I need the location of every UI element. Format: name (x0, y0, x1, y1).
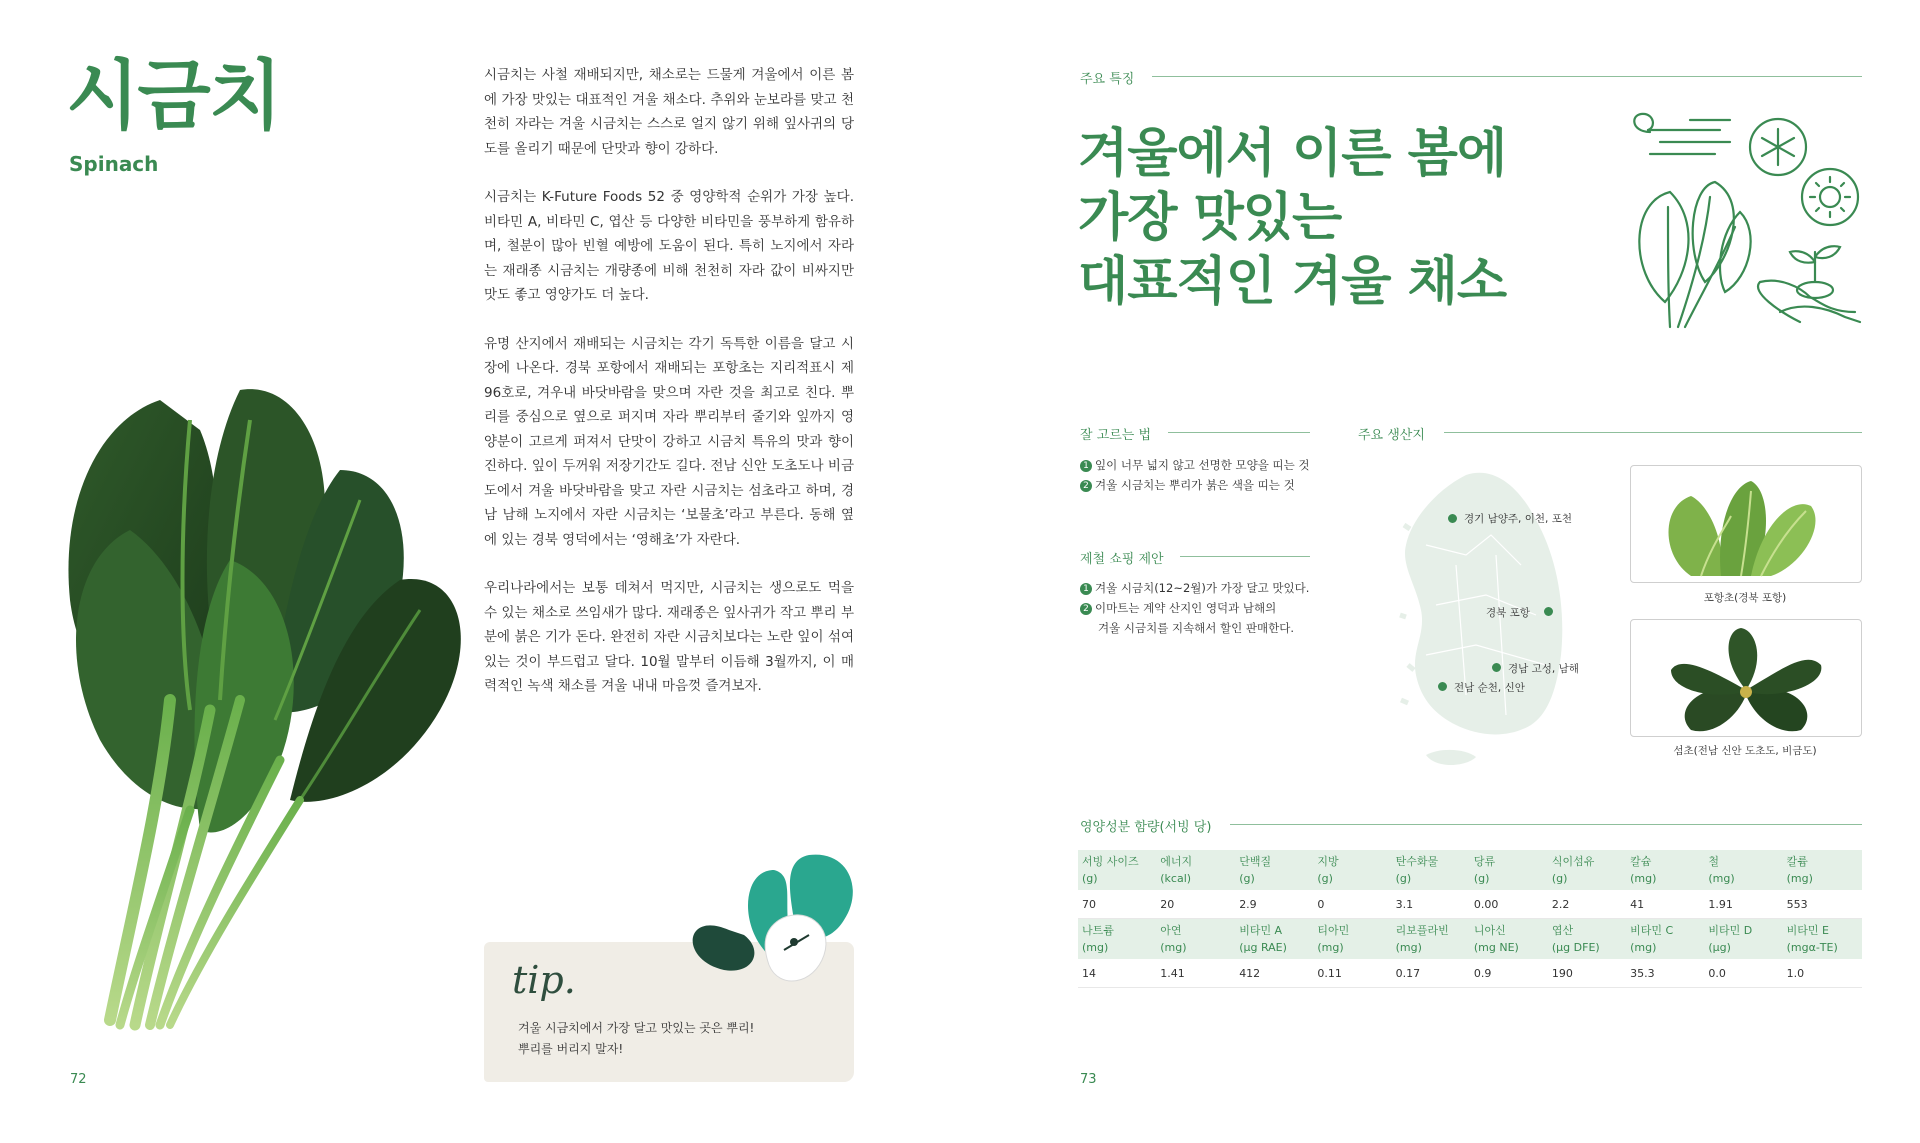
table-cell: 70 (1078, 890, 1156, 919)
map-marker (1446, 512, 1459, 525)
map-label: 경남 고성, 남해 (1508, 663, 1579, 675)
section-label-choose: 잘 고르는 법 (1080, 428, 1152, 443)
nutrient-unit: (g) (1082, 872, 1098, 885)
nutrient-name: 식이섬유 (1551, 855, 1595, 868)
shopping-list (1080, 578, 1309, 638)
section-label-main: 주요 특징 (1080, 72, 1135, 87)
number-badge: 1 (1080, 583, 1092, 595)
photo-caption: 섬초(전남 신안 도초도, 비금도) (1673, 745, 1817, 757)
headline-line: 가장 맛있는 (1078, 188, 1342, 248)
table-cell: 553 (1783, 890, 1862, 919)
table-cell: 0.0 (1704, 959, 1782, 988)
table-cell: 1.91 (1704, 890, 1782, 919)
photo-seomcho (1630, 619, 1862, 737)
table-header-row (1078, 919, 1862, 960)
headline-line: 겨울에서 이른 봄에 (1078, 124, 1507, 184)
nutrient-name: 칼슘 (1630, 855, 1652, 868)
map-marker (1436, 680, 1449, 693)
divider (1230, 824, 1862, 825)
nutrient-unit: (mg) (1317, 941, 1344, 954)
body-text (484, 63, 854, 723)
list-item-text: 겨울 시금치(12~2월)가 가장 달고 맛있다. (1095, 581, 1310, 595)
nutrient-name: 에너지 (1160, 855, 1193, 868)
list-item (1080, 598, 1309, 618)
section-label-shopping: 제철 쇼핑 제안 (1080, 552, 1164, 567)
table-header-cell (1156, 850, 1235, 890)
tip-heading: tip. (512, 958, 576, 1002)
nutrient-unit: (mg) (1630, 941, 1657, 954)
map-marker (1490, 661, 1503, 674)
paragraph: 시금치는 K-Future Foods 52 중 영양학적 순위가 가장 높다. 비타민 A, 비타민 C, 엽산 등 다양한 비타민을 풍부하게 함유하며, 철분이 많아 빈혈 예방에 도움이 된다. 특히 노지에서 자라는 재래종 시금치는 개량종에 비해 천천히 자라 값이 비싸지만 맛도 좋고 영양가도 더 높다. (484, 189, 854, 303)
photo-pohangcho (1630, 465, 1862, 583)
table-header-cell (1548, 919, 1626, 960)
nutrient-unit: (mg NE) (1473, 941, 1519, 954)
page-number-right: 73 (1080, 1072, 1097, 1087)
nutrient-unit: (kcal) (1160, 872, 1192, 885)
table-cell: 0.9 (1470, 959, 1548, 988)
table-cell: 3.1 (1392, 890, 1470, 919)
list-item (1080, 455, 1309, 475)
list-item (1080, 475, 1309, 495)
list-item-text: 이마트는 계약 산지인 영덕과 남해의 (1095, 601, 1277, 615)
list-item-continuation: 겨울 시금치를 지속해서 할인 판매한다. (1098, 621, 1295, 635)
sun-icon (1802, 169, 1858, 225)
tip-line: 뿌리를 버리지 말자! (518, 1042, 624, 1056)
table-cell: 35.3 (1626, 959, 1704, 988)
choose-list (1080, 455, 1309, 495)
table-row (1078, 959, 1862, 988)
table-header-cell (1392, 850, 1470, 890)
table-header-cell (1078, 850, 1156, 890)
nutrient-name: 니아신 (1473, 924, 1506, 937)
nutrient-unit: (μg DFE) (1551, 941, 1600, 954)
table-header-cell (1626, 850, 1704, 890)
table-header-cell (1783, 919, 1862, 960)
nutrient-unit: (mg) (1395, 941, 1422, 954)
tip-character (684, 850, 864, 1000)
spinach-illustration (40, 380, 480, 1040)
table-cell: 2.2 (1548, 890, 1626, 919)
table-cell: 0 (1313, 890, 1391, 919)
nutrient-name: 티아민 (1317, 924, 1350, 937)
divider (1180, 556, 1310, 557)
nutrient-name: 아연 (1160, 924, 1182, 937)
nutrient-name: 리보플라빈 (1395, 924, 1449, 937)
number-badge: 2 (1080, 480, 1092, 492)
headline (1078, 122, 1506, 314)
section-label-nutrition: 영양성분 함량(서빙 당) (1080, 820, 1212, 835)
nutrient-name: 비타민 C (1630, 924, 1674, 937)
table-header-cell (1313, 850, 1391, 890)
table-header-cell (1704, 850, 1782, 890)
table-header-cell (1470, 850, 1548, 890)
nutrient-name: 철 (1708, 855, 1719, 868)
table-header-cell (1626, 919, 1704, 960)
nutrient-unit: (g) (1395, 872, 1412, 885)
list-item-text: 잎이 너무 넓지 않고 선명한 모양을 띠는 것 (1095, 458, 1310, 472)
nutrient-unit: (mg) (1630, 872, 1657, 885)
nutrient-name: 나트륨 (1082, 924, 1114, 937)
table-cell: 2.9 (1235, 890, 1313, 919)
nutrient-name: 엽산 (1551, 924, 1574, 937)
nutrient-unit: (g) (1317, 872, 1333, 885)
table-cell: 190 (1548, 959, 1626, 988)
paragraph: 우리나라에서는 보통 데쳐서 먹지만, 시금치는 생으로도 먹을 수 있는 채소로 쓰임새가 많다. 재래종은 잎사귀가 작고 뿌리 부분에 붉은 기가 돈다. 완전히 자란 시금치보다는 노란 잎이 섞여 있는 것이 부드럽고 달다. 10월 말부터 이듬해 3월까지, 이 매력적인 녹색 채소를 겨울 내내 마음껏 즐겨보자. (484, 580, 854, 694)
list-item (1080, 578, 1309, 598)
nutrient-name: 탄수화물 (1395, 855, 1439, 868)
nutrient-name: 서빙 사이즈 (1082, 855, 1139, 868)
table-cell: 14 (1078, 959, 1156, 988)
table-cell: 412 (1235, 959, 1313, 988)
nutrient-name: 칼륨 (1786, 855, 1808, 868)
nutrient-unit: (g) (1473, 872, 1490, 885)
table-row (1078, 890, 1862, 919)
page-number-left: 72 (70, 1072, 87, 1087)
nutrient-unit: (mg) (1786, 872, 1813, 885)
divider (1168, 432, 1310, 433)
list-item-text: 겨울 시금치는 뿌리가 붉은 색을 띠는 것 (1095, 478, 1295, 492)
table-header-cell (1078, 919, 1156, 960)
nutrient-unit: (mg) (1082, 941, 1109, 954)
map-label: 전남 순천, 신안 (1454, 682, 1525, 694)
nutrient-name: 비타민 D (1708, 924, 1753, 937)
pohangcho-image (1631, 466, 1861, 582)
table-cell: 0.17 (1392, 959, 1470, 988)
table-cell: 0.11 (1313, 959, 1391, 988)
table-cell: 20 (1156, 890, 1235, 919)
table-header-row (1078, 850, 1862, 890)
winter-vegetable-icons (1630, 112, 1870, 342)
wind-icon (1634, 114, 1730, 154)
table-header-cell (1235, 850, 1313, 890)
map-marker (1542, 605, 1555, 618)
table-header-cell (1235, 919, 1313, 960)
table-header-cell (1548, 850, 1626, 890)
nutrient-unit: (mg) (1160, 941, 1187, 954)
number-badge: 2 (1080, 603, 1092, 615)
nutrient-unit: (g) (1551, 872, 1568, 885)
nutrient-name: 단백질 (1239, 855, 1272, 868)
nutrient-unit: (μg) (1708, 941, 1731, 954)
page-title: 시금치 (66, 51, 281, 140)
nutrient-name: 비타민 A (1239, 924, 1283, 937)
nutrient-unit: (mgα-TE) (1786, 941, 1838, 954)
tip-text (518, 1018, 754, 1060)
nutrient-unit: (g) (1239, 872, 1255, 885)
table-cell: 41 (1626, 890, 1704, 919)
table-cell: 0.00 (1470, 890, 1548, 919)
photo-caption: 포항초(경북 포항) (1703, 592, 1787, 604)
number-badge: 1 (1080, 460, 1092, 472)
table-header-cell (1470, 919, 1548, 960)
section-label-regions: 주요 생산지 (1358, 428, 1425, 443)
paragraph: 시금치는 사철 재배되지만, 채소로는 드물게 겨울에서 이른 봄에 가장 맛있는 대표적인 겨울 채소다. 추위와 눈보라를 맞고 천천히 자라는 겨울 시금치는 스스로 얼지 않기 위해 잎사귀의 당도를 올리기 때문에 단맛과 향이 강하다. (484, 67, 854, 157)
snowflake-icon (1750, 119, 1806, 175)
nutrient-name: 비타민 E (1786, 924, 1829, 937)
map-label: 경북 포항 (1486, 607, 1530, 619)
table-header-cell (1156, 919, 1235, 960)
divider (1444, 432, 1862, 433)
spinach-line-icon (1639, 182, 1750, 327)
nutrient-unit: (mg) (1708, 872, 1735, 885)
nutrient-name: 당류 (1473, 855, 1496, 868)
table-cell: 1.41 (1156, 959, 1235, 988)
table-header-cell (1783, 850, 1862, 890)
page-subtitle: Spinach (69, 152, 159, 176)
nutrient-name: 지방 (1317, 855, 1339, 868)
seomcho-image (1631, 620, 1861, 736)
nutrient-unit: (μg RAE) (1239, 941, 1287, 954)
map-label: 경기 남양주, 이천, 포천 (1464, 513, 1572, 525)
tip-line: 겨울 시금치에서 가장 달고 맛있는 곳은 뿌리! (518, 1021, 755, 1035)
table-header-cell (1392, 919, 1470, 960)
table-header-cell (1704, 919, 1782, 960)
divider (1152, 76, 1862, 77)
nutrition-table (1078, 850, 1862, 988)
table-header-cell (1313, 919, 1391, 960)
table-cell: 1.0 (1783, 959, 1862, 988)
paragraph: 유명 산지에서 재배되는 시금치는 각기 독특한 이름을 달고 시장에 나온다. 경북 포항에서 재배되는 포항초는 지리적표시 제96호로, 겨우내 바닷바람을 맞으며 자란 것을 최고로 친다. 뿌리를 중심으로 옆으로 퍼지며 자라 뿌리부터 줄기와 잎까지 영양분이 고르게 퍼져서 단맛이 강하고 시금치 특유의 맛과 향이 진하다. 잎이 두꺼워 저장기간도 길다. 전남 신안 도초도나 비금도에서 겨울 바닷바람을 맞고 자란 시금치는 섬초라고 하며, 경남 남해 노지에서 자란 시금치는 ‘보물초’라고 부른다. 동해 옆에 있는 경북 영덕에서는 ‘영해초’가 자란다. (484, 335, 854, 548)
sprout-hand-icon (1758, 246, 1860, 322)
headline-line: 대표적인 겨울 채소 (1078, 252, 1507, 312)
